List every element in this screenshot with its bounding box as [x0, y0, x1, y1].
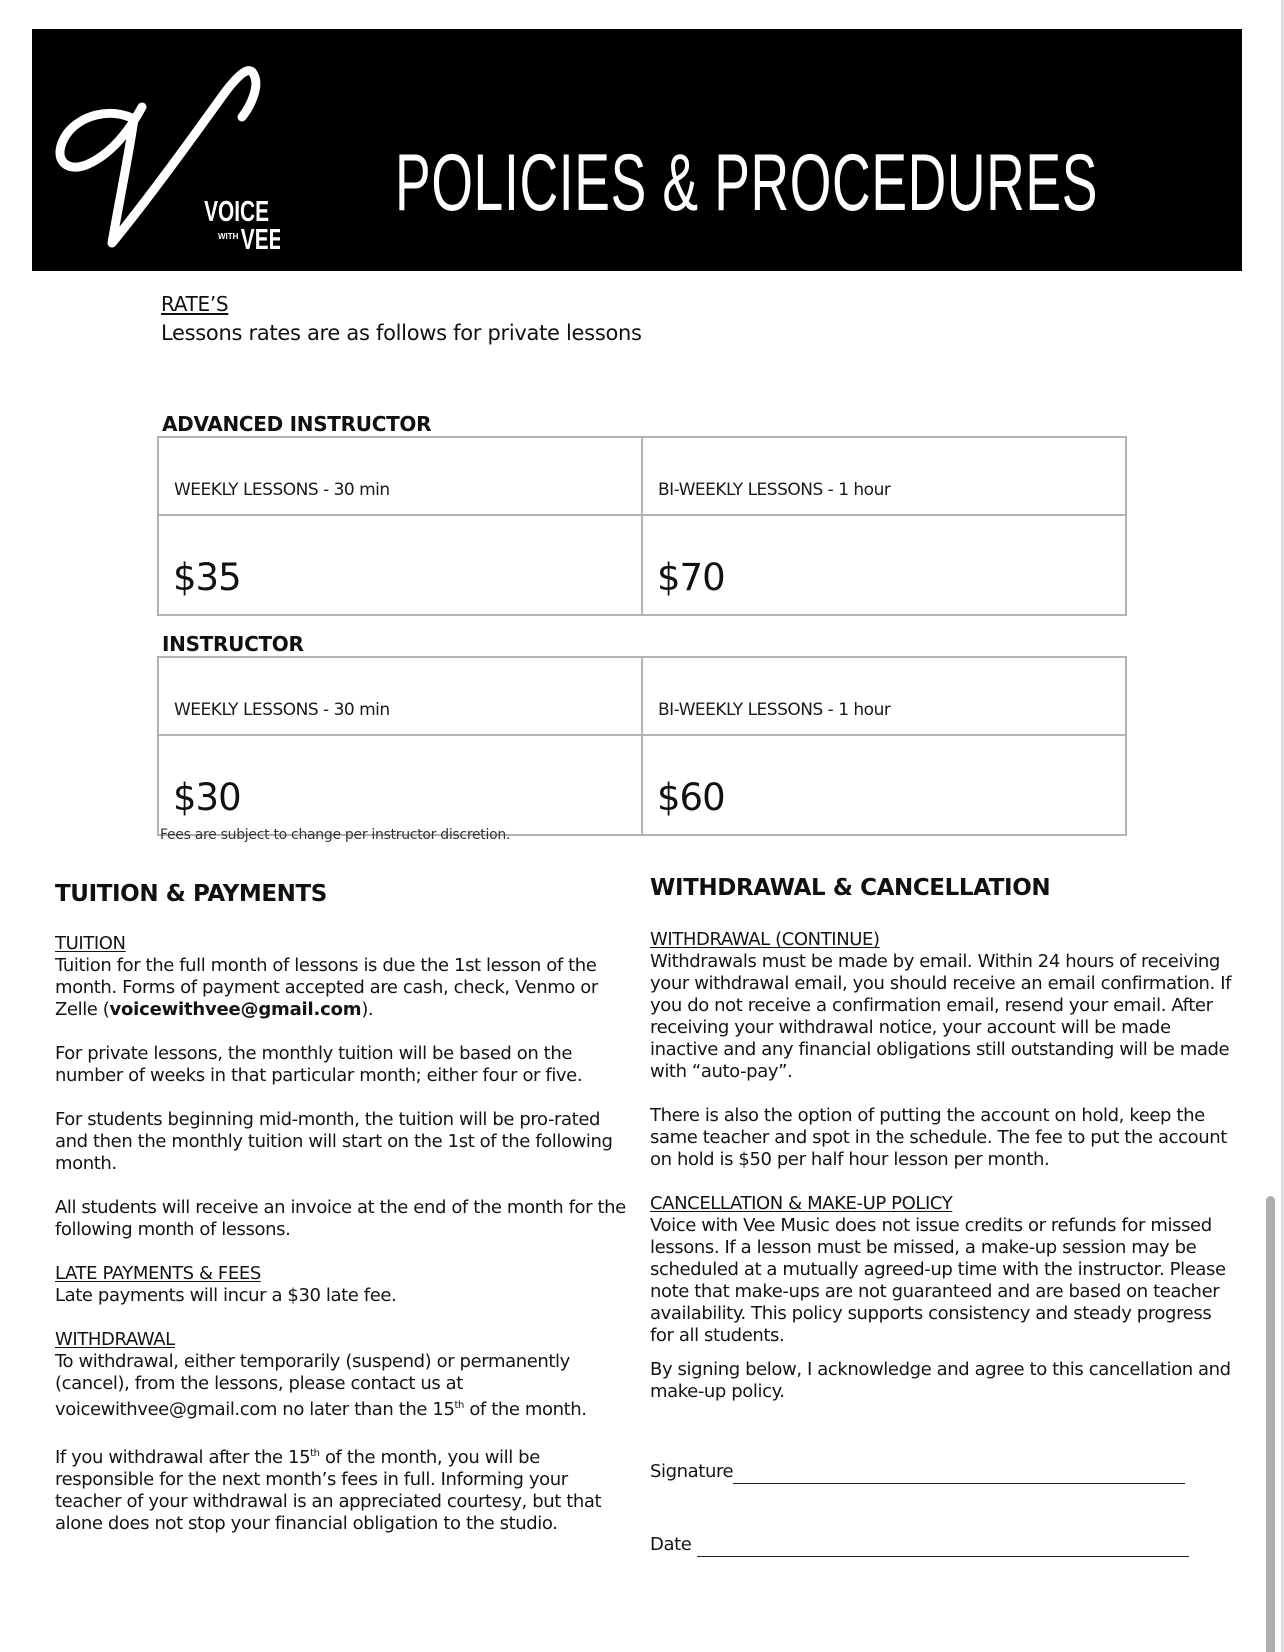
price-value: $70	[657, 556, 725, 599]
withdrawal-text	[55, 1351, 630, 1421]
lesson-type-label: BI-WEEKLY LESSONS - 1 hour	[658, 480, 891, 500]
section-title-withdrawal-cancellation: WITHDRAWAL & CANCELLATION	[650, 875, 1051, 901]
rate-cell-weekly-label	[159, 438, 641, 514]
rate-table-header-row	[159, 438, 1125, 514]
acknowledge-text: By signing below, I acknowledge and agree to this cancellation and make-up policy.	[650, 1359, 1231, 1402]
rate-cell-weekly-label	[159, 658, 641, 734]
withdrawal-text-part: of the month.	[464, 1399, 587, 1420]
late-withdrawal-text-part: of the month, you will be responsible for the next month’s fees in full. Informing your teacher of your withdrawal is an appreciated courtesy, but that alone does not stop your financial obligation to the studio.	[55, 1447, 602, 1534]
rate-cell-weekly-price	[159, 516, 641, 614]
header-banner	[32, 29, 1242, 271]
late-withdrawal-text	[55, 1443, 630, 1535]
payment-email: voicewithvee@gmail.com	[109, 999, 362, 1020]
scrollbar-thumb[interactable]	[1266, 1196, 1275, 1652]
late-payments-text: Late payments will incur a $30 late fee.	[55, 1285, 397, 1306]
rate-table-advanced-instructor	[157, 436, 1127, 616]
signature-line[interactable]	[733, 1461, 1185, 1484]
rates-subtitle: Lessons rates are as follows for private lessons	[161, 321, 642, 345]
lesson-type-label: BI-WEEKLY LESSONS - 1 hour	[658, 700, 891, 720]
ordinal-suffix: th	[310, 1448, 320, 1459]
tier-label-instructor: INSTRUCTOR	[162, 632, 304, 656]
late-withdrawal-text-part: If you withdrawal after the 15	[55, 1447, 311, 1468]
withdrawal-text-part: To withdrawal, either temporarily (suspend) or permanently (cancel), from the lessons, please contact us at voicewithvee@gmail.com no later than the 15	[55, 1351, 570, 1420]
cancellation-policy-text: Voice with Vee Music does not issue credits or refunds for missed lessons. If a lesson must be missed, a make-up session may be scheduled at a mutually agreed-up time with the instructor. Please note that make-ups are not guaranteed and are based on teacher availability. This policy supports consistency and steady progress for all students.	[650, 1215, 1226, 1346]
page-title: POLICIES & PROCEDURES	[395, 138, 1099, 228]
mid-month-text: For students beginning mid-month, the tuition will be pro-rated and then the monthly tuition will start on the 1st of the following month.	[55, 1109, 613, 1174]
rate-cell-biweekly-label	[641, 438, 1125, 514]
ordinal-suffix: th	[454, 1400, 464, 1411]
price-value: $30	[173, 776, 241, 819]
logo-wordmark-bottom: VEE	[240, 223, 280, 256]
rate-table-price-row	[159, 734, 1125, 834]
rate-table-instructor	[157, 656, 1127, 836]
logo-wordmark-top: VOICE	[204, 195, 270, 228]
lesson-type-label: WEEKLY LESSONS - 30 min	[174, 700, 390, 720]
account-hold-text: There is also the option of putting the account on hold, keep the same teacher and spot in the schedule. The fee to put the account on hold is $50 per half hour lesson per month.	[650, 1105, 1227, 1170]
rate-table-header-row	[159, 658, 1125, 734]
signature-field[interactable]	[650, 1461, 1185, 1484]
logo-graphic	[50, 47, 280, 265]
tuition-text	[55, 955, 630, 1021]
private-lessons-text: For private lessons, the monthly tuition will be based on the number of weeks in that particular month; either four or five.	[55, 1043, 583, 1086]
invoice-text: All students will receive an invoice at the end of the month for the following month of lessons.	[55, 1197, 626, 1240]
withdrawal-heading: WITHDRAWAL	[55, 1329, 175, 1350]
rate-cell-biweekly-price	[641, 516, 1125, 614]
tier-label-advanced-instructor: ADVANCED INSTRUCTOR	[162, 412, 432, 436]
rate-cell-weekly-price	[159, 736, 641, 834]
tuition-text-part: ).	[361, 999, 374, 1020]
withdrawal-continue-text: Withdrawals must be made by email. Within 24 hours of receiving your withdrawal email, you should receive an email confirmation. If you do not receive a confirmation email, resend your email. After receiving your withdrawal notice, your account will be made inactive and any financial obligations still outstanding will be made with “auto-pay”.	[650, 951, 1232, 1082]
date-line[interactable]	[697, 1534, 1189, 1557]
cancellation-policy-heading: CANCELLATION & MAKE-UP POLICY	[650, 1193, 953, 1214]
price-value: $35	[173, 556, 241, 599]
rate-cell-biweekly-price	[641, 736, 1125, 834]
rates-heading: RATE’S	[161, 292, 229, 316]
voice-with-vee-logo	[50, 47, 280, 265]
tuition-payments-column	[55, 933, 630, 1535]
logo-wordmark-with: WITH	[218, 232, 239, 241]
tuition-heading: TUITION	[55, 933, 126, 954]
price-value: $60	[657, 776, 725, 819]
rate-table-price-row	[159, 514, 1125, 614]
late-payments-heading: LATE PAYMENTS & FEES	[55, 1263, 261, 1284]
lesson-type-label: WEEKLY LESSONS - 30 min	[174, 480, 390, 500]
fees-note: Fees are subject to change per instructor discretion.	[160, 827, 511, 843]
withdrawal-cancellation-column	[650, 929, 1240, 1403]
section-title-tuition-payments: TUITION & PAYMENTS	[55, 881, 327, 907]
withdrawal-continue-heading: WITHDRAWAL (CONTINUE)	[650, 929, 880, 950]
signature-label: Signature	[650, 1461, 734, 1482]
date-field[interactable]	[650, 1534, 1189, 1557]
date-label: Date	[650, 1534, 692, 1555]
rate-cell-biweekly-label	[641, 658, 1125, 734]
tuition-text-part: Tuition for the full month of lessons is due the 1st lesson of the month. Forms of payment accepted are cash, check, Venmo or Zelle (	[55, 955, 598, 1020]
